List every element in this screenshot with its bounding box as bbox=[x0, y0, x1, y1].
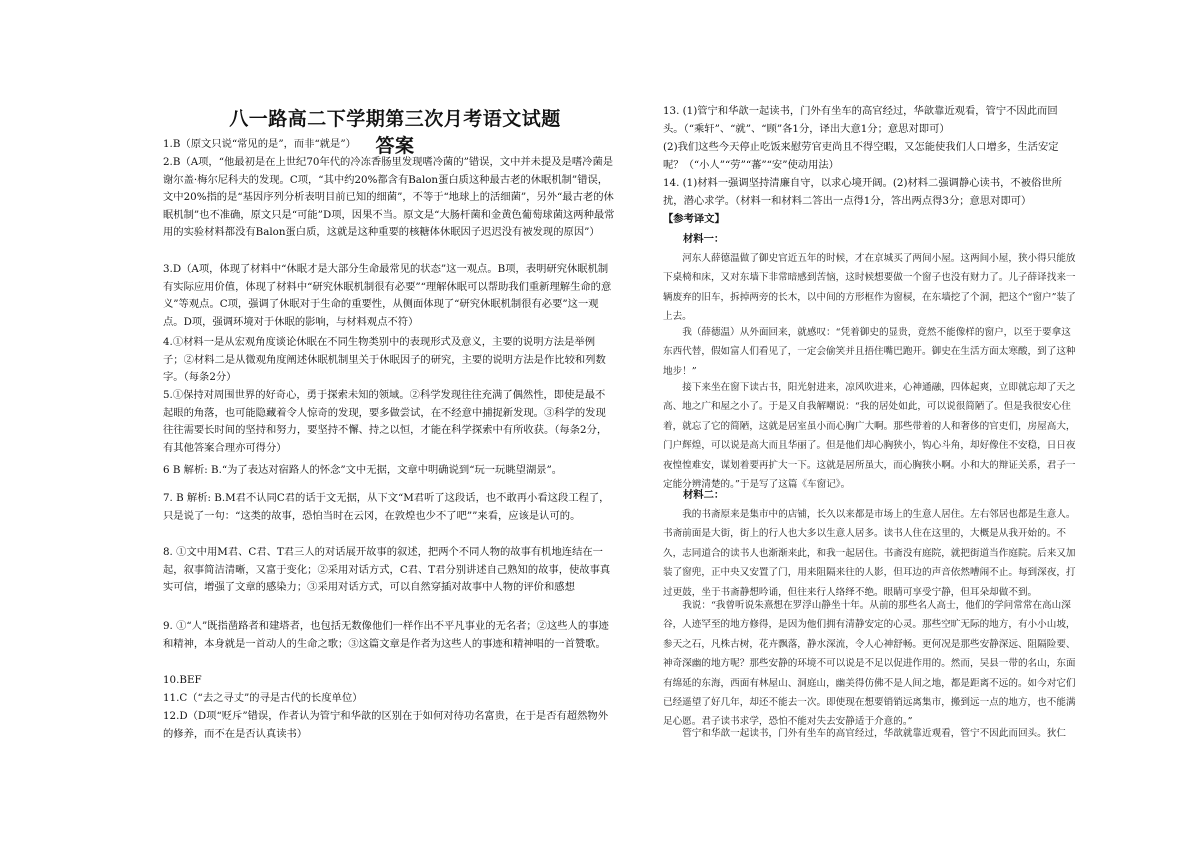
material-1-para-1: 河东人薛德温做了御史官近五年的时候，才在京城买了两间小屋。这两间小屋，狭小得只能放下桌椅和床，又对东墙下非常暗感到苦恼，这时候想要做一个窗子也没有财力了。儿子薛译找来一辆废弃的旧车，拆掉两旁的长木，以中间的方形框作为窗棂，在东墙挖了个洞，把这个“窗户”装了上去。 bbox=[663, 253, 1076, 323]
reference-translation-heading: 【参考译文】 bbox=[663, 213, 725, 225]
translation-guanning-line: 管宁和华歆一起读书，门外有坐车的高官经过，华歆就靠近观看，管宁不因此而回头。狄仁 bbox=[682, 728, 1066, 739]
material-2-heading: 材料二： bbox=[683, 489, 725, 501]
answer-1: 1.B（原文只说“常见的是”，而非“就是”） bbox=[163, 138, 356, 150]
answer-14: 14. (1)材料一强调坚持清廉自守，以求心境开阔。(2)材料二强调静心读书，不被俗世所扰，潜心求学。（材料一和材料二答出一点得1分，答出两点得3分；意思对即可） bbox=[663, 177, 1062, 207]
answer-2: 2.B（A项，“他最初是在上世纪70年代的冷冻香肠里发现嗜冷菌的”错误，文中并未提及是嗜冷菌是谢尔盖·梅尔尼科夫的发现。C项，“其中约20%都含有Balon蛋白质这种最古老的休眠机制”错误，文中20%指的是“基因序列分析表明目前已知的细菌”，不等于“地球上的活细菌”，另外“最古老的休眠机制”也不准确，原文只是“可能”D项，因果不当。原文是“大肠杆菌和金黄色葡萄球菌这两种最常用的实验材料都没有Balon蛋白质，这就是这种重要的核糖体休眠因子迟迟没有被发现的原因”） bbox=[163, 156, 615, 239]
answer-6: 6 B 解析: B.“为了表达对宿路人的怀念”文中无据，文章中明确说到“玩一玩眺望湖景”。 bbox=[163, 464, 563, 476]
material-1-para-2: 我（薛德温）从外面回来，就感叹：“凭着御史的显贵，竟然不能像样的窗户，以至于要拿这东西代替，假如富人们看见了，一定会偷笑并且捂住嘴巴跑开。御史在生活方面太寒酸，到了这种地步！” bbox=[663, 327, 1076, 377]
answer-11: 11.C（“去之寻丈”的寻是古代的长度单位） bbox=[163, 692, 363, 704]
answer-3: 3.D（A项，体现了材料中“休眠才是大部分生命最常见的状态”这一观点。B项，表明研究休眠机制有实际应用价值，体现了材料中“研究休眠机制很有必要”“理解休眠可以帮助我们重新理解生命的意义”等观点。C项，强调了休眠对于生命的重要性，从侧面体现了“研究休眠机制很有必要”这一观点。D项，强调环境对于休眠的影响，与材料观点不符） bbox=[163, 263, 612, 328]
answer-8: 8. ①文中用M君、C君、T君三人的对话展开故事的叙述，把两个不同人物的故事有机地连结在一起，叙事简洁清晰，又富于变化；②采用对话方式，C君、T君分别讲述自己熟知的故事，使故事真实可信，增强了文章的感染力；③采用对话方式，可以自然穿插对故事中人物的评价和感想 bbox=[163, 546, 611, 594]
material-2-para-1: 我的书斋原来是集市中的店铺，长久以来都是市场上的生意人居住。左右邻居也都是生意人。书斋前面是大街，街上的行人也大多以生意人居多。读书人住在这里的，大概是从我开始的。不久，志同道合的读书人也渐渐来此，和我一起居住。书斋没有庭院，就把街道当作庭院。后来又加装了窗兜，正中央又安置了门，用来阻隔来往的人影，但耳边的声音依然嘈闹不止。每到深夜，打过更鼓，坐于书斋静想吟诵，但往来行人络绎不绝。眼睛可享受宁静，但耳朵却做不到。 bbox=[663, 509, 1076, 598]
answer-4: 4.①材料一是从宏观角度谈论休眠在不同生物类别中的表现形式及意义，主要的说明方法是举例子；②材料二是从微观角度阐述休眠机制里关于休眠因子的研究，主要的说明方法是作比较和列数字。（每条2分） bbox=[163, 336, 606, 384]
answer-5: 5.①保持对周围世界的好奇心，勇于探索未知的领域。②科学发现往往充满了偶然性，即使是最不起眼的角落，也可能隐藏着令人惊奇的发现，要多做尝试，在不经意中捕捉新发现。③科学的发现往往需要长时间的坚持和努力，要坚持不懈、持之以恒，才能在科学探索中有所收获。（每条2分，有其他答案合理亦可得分） bbox=[163, 389, 608, 454]
material-2-para-2: 我说：“我曾听说朱熹想在罗浮山静坐十年。从前的那些名人高士，他们的学问常常在高山深谷，人迹罕至的地方修得，是因为他们拥有清静安定的心灵。那些空旷无际的地方，有小小山坡，参天之石，凡株古树，花卉飘落，静水深流，令人心神舒畅。更何况是那些安静深远、阻隔险要、神奇深幽的地方呢？那些安静的环境不可以说是不足以促进作用的。然而，吴县一带的名山，东面有绵延的东海，西面有林屋山、洞庭山，幽美得仿佛不是人间之地，都是距离不远的。如今对它们已经遥望了好几年，却还不能去一次。即使现在想要销销远离集市，搬到远一点的地方，也不能满足心愿。君子读书求学，恐怕不能对失去安静适于介意的。” bbox=[663, 600, 1076, 728]
answer-10: 10.BEF bbox=[163, 674, 202, 686]
answer-13-1: 13. (1)管宁和华歆一起读书，门外有坐车的高官经过，华歆靠近观看，管宁不因此而回头。（“乘轩”、“就”、“顾”各1分，译出大意1分；意思对即可） bbox=[663, 105, 1058, 135]
answer-12: 12.D（D项“贬斥”错误，作者认为管宁和华歆的区别在于如何对待功名富贵，在于是否有超然物外的修养，而不在是否认真读书） bbox=[163, 710, 608, 740]
answer-7: 7. B 解析: B.M君不认同C君的话于文无据，从下文“M君听了这段话，也不敢再小看这段工程了，只是说了一句：“这类的故事，恐怕当时在云冈，在敦煌也少不了吧””来看，应该是认可的。 bbox=[163, 492, 610, 522]
answer-13-2: (2)我们这些今天停止吃饭来慰劳官吏尚且不得空暇，又怎能使我们人口增多，生活安定呢？（“小人”“劳”“蕃”“安”使动用法） bbox=[663, 141, 1059, 171]
page-title: 八一路高二下学期第三次月考语文试题答案 bbox=[229, 108, 561, 157]
material-1-para-3: 接下来坐在窗下读古书，阳光射进来，凉风吹进来，心神通融，四体起爽，立即就忘却了天之高、地之广和屋之小了。于是又自我解嘲说：“我的居处如此，可以说很简陋了。但是我很安心住着，就忘了它的简陋，这就是居室虽小而心胸广大啊。那些带着的人和奢侈的官吏们，房屋高大，门户辉煌，可以说是高大而且华丽了。但是他们却心胸狭小，钩心斗角，却好像住不安稳，日日夜夜惶惶难安，谋划着要再扩大一下。这就是居所虽大，而心胸狭小啊。小和大的辩证关系，君子一定能分辨清楚的。”于是写了这篇《车窗记》。 bbox=[663, 382, 1076, 491]
answer-9: 9. ①“人”既指凿路者和建塔者，也包括无数像他们一样作出不平凡事业的无名者；②这些人的事迹和精神，本身就是一首动人的生命之歌；③这篇文章是作者为这些人的事迹和精神唱的一首赞歌。 bbox=[163, 620, 609, 650]
material-1-heading: 材料一： bbox=[683, 233, 725, 245]
